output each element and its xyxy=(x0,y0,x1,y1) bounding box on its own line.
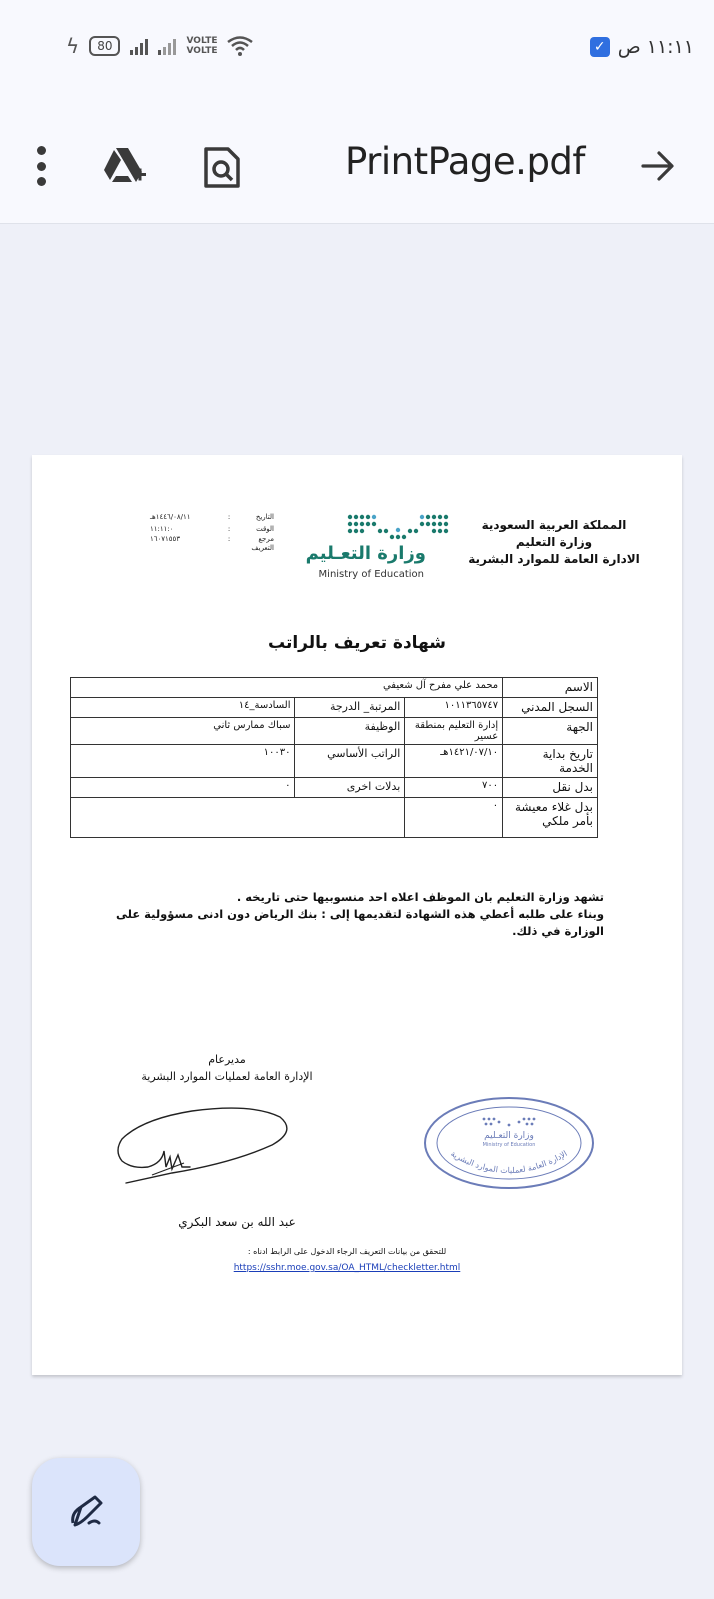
empty-cell xyxy=(71,798,405,838)
logo-dots-icon xyxy=(344,513,452,543)
document-meta xyxy=(150,511,274,553)
signal-2-icon xyxy=(158,37,176,55)
header-organization xyxy=(454,517,654,568)
verification-link[interactable]: https://sshr.moe.gov.sa/OA_HTML/checkletter.html xyxy=(233,1263,461,1273)
drive-add-icon[interactable] xyxy=(102,146,148,188)
civil-label: السجل المدني xyxy=(503,698,598,718)
entity-label: الجهة xyxy=(503,718,598,745)
rank-label: المرتبة_ الدرجة xyxy=(295,698,405,718)
charging-icon: ϟ xyxy=(66,34,80,58)
pdf-toolbar xyxy=(0,110,714,224)
status-bar xyxy=(0,0,714,110)
edit-fab-button[interactable] xyxy=(32,1458,140,1566)
statement-line-1: تشهد وزارة التعليم بان الموظف اعلاه احد منسوبيها حتى تاريخه . xyxy=(236,890,604,904)
living-allowance-value: ٠ xyxy=(405,798,503,838)
handwritten-signature xyxy=(112,1105,292,1185)
wifi-icon xyxy=(227,36,253,56)
header-kingdom: المملكة العربية السعودية xyxy=(481,518,627,532)
stamp-logo-english: Ministry of Education xyxy=(482,1142,536,1148)
meta-time: الوقت : ١١:١١:٠ xyxy=(150,525,274,533)
signal-1-icon xyxy=(130,37,148,55)
civil-value: ١٠١١٣٦٥٧٤٧ xyxy=(405,698,503,718)
basic-salary-label: الراتب الأساسي xyxy=(295,745,405,778)
logo-arabic: وزارة التعـليم xyxy=(305,543,426,564)
forward-arrow-icon[interactable] xyxy=(640,148,676,184)
more-vert-icon[interactable] xyxy=(34,146,48,186)
signer-department: الإدارة العامة لعمليات الموارد البشرية xyxy=(141,1070,313,1083)
header-department: الادارة العامة للموارد البشرية xyxy=(468,552,640,566)
table-row xyxy=(71,718,598,745)
battery-level: 80 xyxy=(97,39,113,53)
verification-note: للتحقق من بيانات التعريف الرجاء الدخول على الرابط ادناه : xyxy=(247,1247,447,1256)
name-label: الاسم xyxy=(503,678,598,698)
volte-icon: VOLTE VOLTE xyxy=(186,36,218,56)
entity-value: إدارة التعليم بمنطقة عسير xyxy=(405,718,503,745)
meta-date: التاريخ : ١٤٤٦/٠٨/١١هـ xyxy=(150,513,274,521)
logo-english: Ministry of Education xyxy=(318,569,424,580)
status-time: ١١:١١ ص xyxy=(617,36,694,58)
find-in-page-icon[interactable] xyxy=(202,146,242,190)
ministry-logo xyxy=(294,513,464,591)
battery-icon xyxy=(89,36,120,56)
header-ministry: وزارة التعليم xyxy=(515,535,593,549)
other-allowances-value: ٠ xyxy=(71,778,295,798)
start-date-label: تاريخ بداية الخدمة xyxy=(503,745,598,778)
table-row xyxy=(71,678,598,698)
table-row xyxy=(71,778,598,798)
table-row xyxy=(71,698,598,718)
basic-salary-value: ١٠٠٣٠ xyxy=(71,745,295,778)
pdf-page[interactable] xyxy=(32,455,682,1375)
meta-ref: مرجع : ١٦٠٧١٥٥٣ xyxy=(150,535,274,543)
meta-ref-label2: التعريف xyxy=(251,544,274,552)
table-row xyxy=(71,745,598,778)
statement-line-2: وبناء على طلبه أعطي هذه الشهادة لتقديمها إلى : بنك الرياض دون ادنى مسؤولية على الوزارة في ذلك. xyxy=(115,907,604,938)
transport-value: ٧٠٠ xyxy=(405,778,503,798)
checkbox-notification-icon: ✓ xyxy=(590,37,610,57)
document-title: PrintPage.pdf xyxy=(345,140,585,183)
certificate-title: شهادة تعريف بالراتب xyxy=(267,633,447,653)
signer-name: عبد الله بن سعد البكري xyxy=(178,1215,296,1229)
name-value: محمد علي مفرح آل شعيفي xyxy=(71,678,503,698)
transport-label: بدل نقل xyxy=(503,778,598,798)
status-right xyxy=(590,36,694,58)
rank-value: السادسة_١٤ xyxy=(71,698,295,718)
stamp-text: الإدارة العامة لعمليات الموارد البشرية xyxy=(449,1149,569,1176)
start-date-value: ١٤٢١/٠٧/١٠هـ xyxy=(405,745,503,778)
certificate-statement xyxy=(84,889,604,940)
salary-info-table xyxy=(70,677,598,838)
living-allowance-label: بدل غلاء معيشة بأمر ملكي xyxy=(503,798,598,838)
edit-pen-icon xyxy=(67,1493,105,1531)
other-allowances-label: بدلات اخرى xyxy=(295,778,405,798)
job-value: سباك ممارس ثاني xyxy=(71,718,295,745)
signer-title xyxy=(122,1051,332,1085)
job-label: الوظيفة xyxy=(295,718,405,745)
table-row xyxy=(71,798,598,838)
stamp-logo-arabic: وزارة التعـليم xyxy=(484,1131,534,1141)
official-stamp xyxy=(422,1095,596,1191)
signer-role: مديرعام xyxy=(208,1053,246,1066)
status-icons-left xyxy=(66,34,253,58)
